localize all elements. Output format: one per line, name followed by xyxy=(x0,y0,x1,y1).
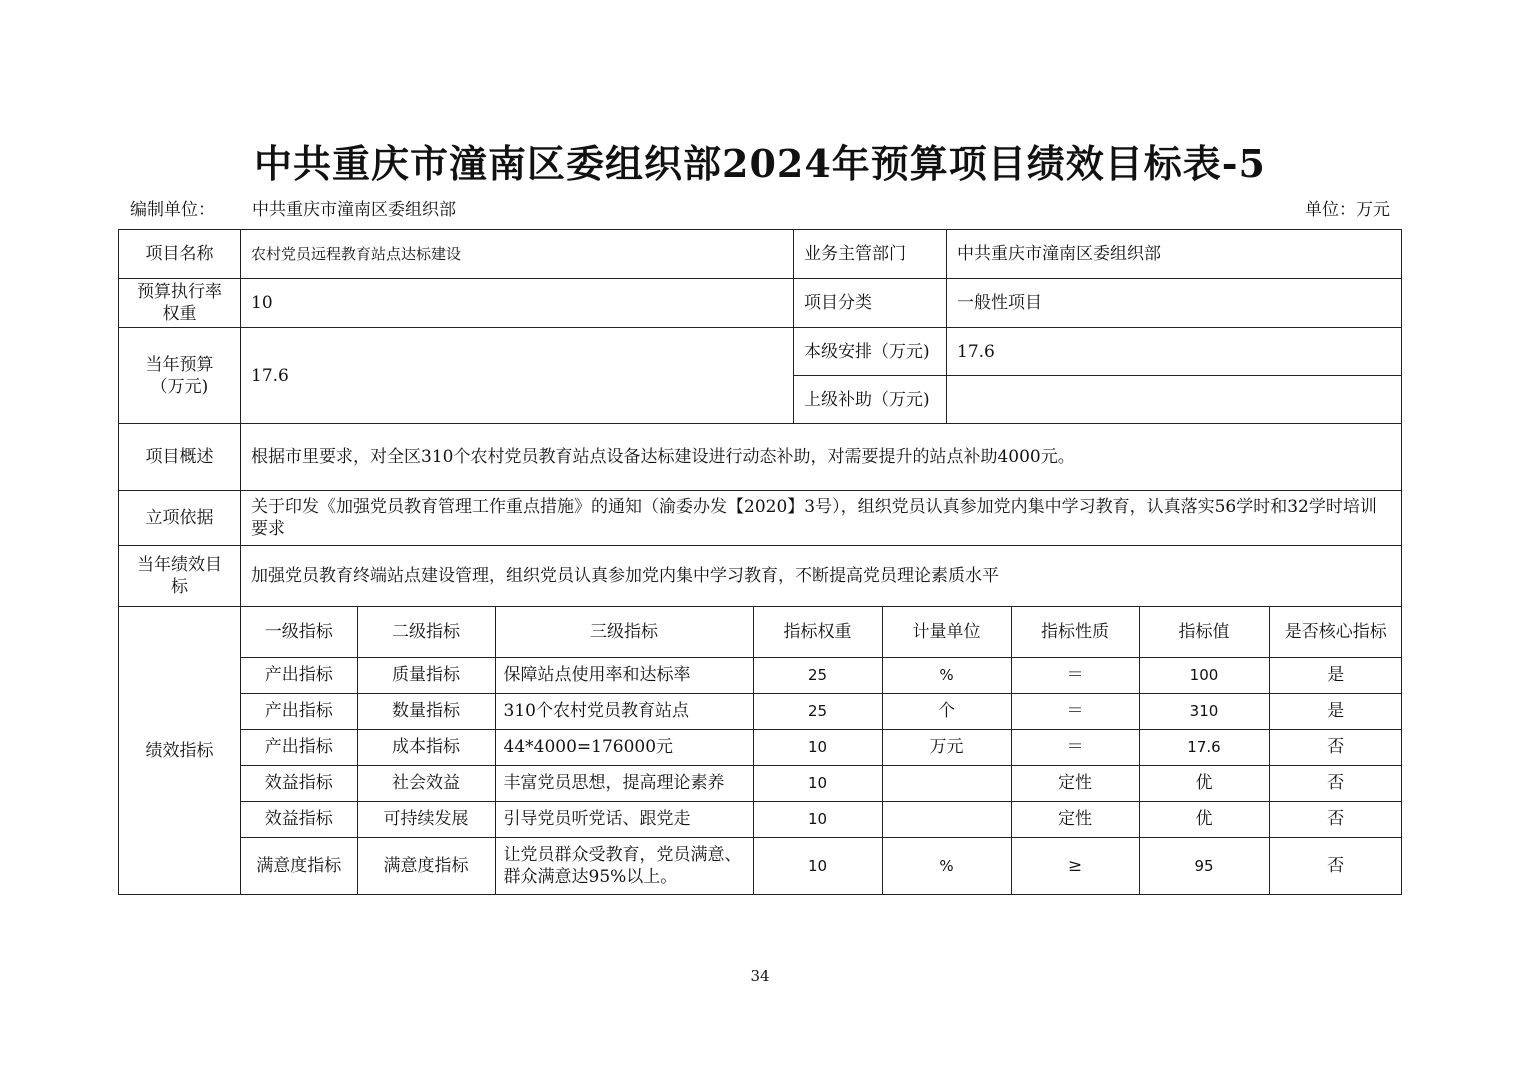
basis-text: 关于印发《加强党员教育管理工作重点措施》的通知（渝委办发【2020】3号），组织党员认真参加党内集中学习教育，认真落实56学时和32学时培训要求 xyxy=(241,491,1402,546)
local-budget-value: 17.6 xyxy=(947,328,1402,376)
performance-table xyxy=(118,229,1402,895)
indicator-level2: 质量指标 xyxy=(357,657,495,693)
indicator-weight: 10 xyxy=(753,765,882,801)
table-row xyxy=(241,657,1402,693)
goal-label-line2: 标 xyxy=(171,577,188,597)
indicator-value: 310 xyxy=(1139,693,1269,729)
indicator-level1: 效益指标 xyxy=(241,801,357,837)
indicator-unit xyxy=(882,765,1011,801)
header-level3: 三级指标 xyxy=(495,607,753,657)
indicator-level2: 成本指标 xyxy=(357,729,495,765)
indicator-weight: 25 xyxy=(753,693,882,729)
table-row xyxy=(241,801,1402,837)
table-row xyxy=(241,765,1402,801)
budget-value: 17.6 xyxy=(241,328,794,424)
header-value: 指标值 xyxy=(1139,607,1269,657)
indicator-value: 优 xyxy=(1139,765,1269,801)
indicator-nature: 定性 xyxy=(1011,765,1139,801)
indicator-weight: 10 xyxy=(753,729,882,765)
overview-text: 根据市里要求，对全区310个农村党员教育站点设备达标建设进行动态补助，对需要提升的站点补助4000元。 xyxy=(241,424,1402,491)
table-row xyxy=(241,729,1402,765)
compiler-label: 编制单位： xyxy=(130,200,215,220)
indicator-core: 否 xyxy=(1269,837,1402,894)
indicator-value: 优 xyxy=(1139,801,1269,837)
indicator-core: 是 xyxy=(1269,657,1402,693)
indicators-table xyxy=(241,607,1402,894)
project-name-label: 项目名称 xyxy=(119,230,241,279)
indicator-core: 是 xyxy=(1269,693,1402,729)
table-row xyxy=(241,693,1402,729)
indicator-nature: ＝ xyxy=(1011,693,1139,729)
dept-label: 业务主管部门 xyxy=(794,230,947,279)
project-name: 农村党员远程教育站点达标建设 xyxy=(241,230,794,279)
indicator-level3: 丰富党员思想，提高理论素养 xyxy=(495,765,753,801)
indicator-level1: 效益指标 xyxy=(241,765,357,801)
header-unit: 计量单位 xyxy=(882,607,1011,657)
indicator-value: 100 xyxy=(1139,657,1269,693)
indicator-level3: 保障站点使用率和达标率 xyxy=(495,657,753,693)
indicator-weight: 10 xyxy=(753,837,882,894)
weight-label-line1: 预算执行率 xyxy=(137,282,222,302)
basis-label: 立项依据 xyxy=(119,491,241,546)
header-level1: 一级指标 xyxy=(241,607,357,657)
local-budget-label: 本级安排（万元) xyxy=(794,328,947,376)
page-number: 34 xyxy=(750,967,770,985)
indicator-unit: 个 xyxy=(882,693,1011,729)
table-row xyxy=(241,837,1402,894)
indicators-label: 绩效指标 xyxy=(119,607,241,895)
indicator-level2: 满意度指标 xyxy=(357,837,495,894)
indicator-level1: 产出指标 xyxy=(241,657,357,693)
weight-value: 10 xyxy=(241,279,794,328)
goal-label xyxy=(119,546,241,607)
indicator-level2: 数量指标 xyxy=(357,693,495,729)
dept-value: 中共重庆市潼南区委组织部 xyxy=(947,230,1402,279)
indicator-unit xyxy=(882,801,1011,837)
indicator-core: 否 xyxy=(1269,801,1402,837)
header-nature: 指标性质 xyxy=(1011,607,1139,657)
indicator-level1: 产出指标 xyxy=(241,693,357,729)
currency-unit: 单位：万元 xyxy=(1305,200,1390,220)
header-weight: 指标权重 xyxy=(753,607,882,657)
compiler-value: 中共重庆市潼南区委组织部 xyxy=(252,200,456,220)
indicator-unit: % xyxy=(882,657,1011,693)
goal-text: 加强党员教育终端站点建设管理，组织党员认真参加党内集中学习教育，不断提高党员理论素质水平 xyxy=(241,546,1402,607)
indicator-nature: ＝ xyxy=(1011,729,1139,765)
indicator-header-row xyxy=(241,607,1402,657)
budget-label xyxy=(119,328,241,424)
indicator-nature: ＝ xyxy=(1011,657,1139,693)
indicator-unit: % xyxy=(882,837,1011,894)
indicator-level1: 产出指标 xyxy=(241,729,357,765)
indicator-level2: 社会效益 xyxy=(357,765,495,801)
indicator-weight: 10 xyxy=(753,801,882,837)
indicator-nature: ≥ xyxy=(1011,837,1139,894)
weight-label-line2: 权重 xyxy=(162,304,197,324)
overview-label: 项目概述 xyxy=(119,424,241,491)
weight-label xyxy=(119,279,241,328)
upper-subsidy-value xyxy=(947,376,1402,424)
budget-label-line1: 当年预算 xyxy=(145,354,214,375)
indicator-level3: 44*4000=176000元 xyxy=(495,729,753,765)
indicator-core: 否 xyxy=(1269,765,1402,801)
indicator-level3: 引导党员听党话、跟党走 xyxy=(495,801,753,837)
page-title: 中共重庆市潼南区委组织部2024年预算项目绩效目标表-5 xyxy=(254,141,1266,186)
upper-subsidy-label: 上级补助（万元) xyxy=(794,376,947,424)
indicator-value: 95 xyxy=(1139,837,1269,894)
header-level2: 二级指标 xyxy=(357,607,495,657)
indicator-unit: 万元 xyxy=(882,729,1011,765)
goal-label-line1: 当年绩效目 xyxy=(137,555,222,575)
category-value: 一般性项目 xyxy=(947,279,1402,328)
indicators-cell xyxy=(241,607,1402,895)
indicator-level3: 310个农村党员教育站点 xyxy=(495,693,753,729)
indicator-level2: 可持续发展 xyxy=(357,801,495,837)
budget-label-line2: （万元) xyxy=(150,376,209,397)
indicator-value: 17.6 xyxy=(1139,729,1269,765)
indicator-core: 否 xyxy=(1269,729,1402,765)
indicator-level3: 让党员群众受教育，党员满意、群众满意达95%以上。 xyxy=(495,837,753,894)
header-core: 是否核心指标 xyxy=(1269,607,1402,657)
indicator-level1: 满意度指标 xyxy=(241,837,357,894)
category-label: 项目分类 xyxy=(794,279,947,328)
indicator-nature: 定性 xyxy=(1011,801,1139,837)
indicator-weight: 25 xyxy=(753,657,882,693)
